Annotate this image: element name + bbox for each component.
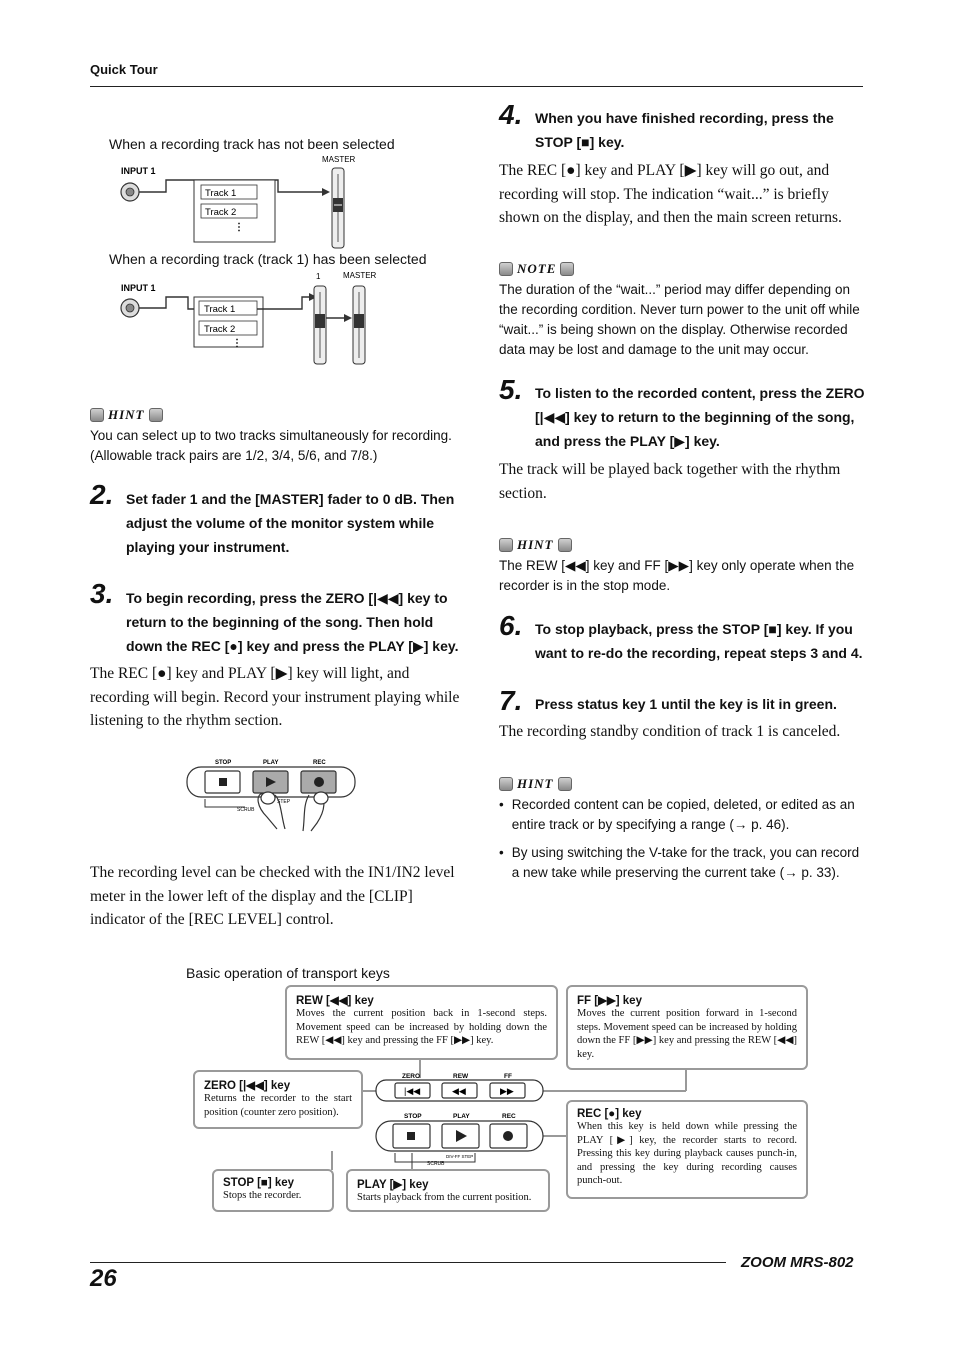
ff-callout: FF [▶▶] key Moves the current position forward in 1-second steps. Movement speed can be increased by holding down the FF [▶▶] key and pressing the REW [◀◀] key. bbox=[566, 985, 808, 1070]
master-label: MASTER bbox=[322, 155, 356, 164]
svg-text:REW: REW bbox=[453, 1073, 469, 1080]
step-number: 5. bbox=[499, 374, 523, 405]
step-number: 2. bbox=[90, 479, 114, 510]
play-callout: PLAY [▶] key Starts playback from the current position. bbox=[346, 1169, 550, 1212]
list-item: • Recorded content can be copied, deleted, or edited as an entire track or by specifying a range (→ p. 46). bbox=[499, 797, 855, 832]
fader1-label: 1 bbox=[316, 272, 321, 281]
step-text: Press status key 1 until the key is lit in green. bbox=[535, 696, 837, 712]
step-number: 3. bbox=[90, 578, 114, 609]
step-number: 7. bbox=[499, 685, 523, 716]
svg-text:▶▶: ▶▶ bbox=[500, 1086, 514, 1096]
svg-text:⋮: ⋮ bbox=[234, 222, 244, 233]
step-text: Set fader 1 and the [MASTER] fader to 0 dB. Then adjust the volume of the monitor system while playing your instrument. bbox=[126, 491, 455, 555]
transport-caption: Basic operation of transport keys bbox=[186, 965, 390, 981]
step-body: The recording standby condition of track 1 is canceled. bbox=[499, 723, 841, 740]
svg-text:DIV-FF STEP: DIV-FF STEP bbox=[446, 1154, 474, 1159]
svg-text:SCRUB: SCRUB bbox=[427, 1161, 445, 1167]
rec-callout: REC [●] key When this key is held down while pressing the PLAY [▶] key, the recorder starts to record. Pressing this key during playback causes punch-in, and pressing the key during recording causes punch-out. bbox=[566, 1100, 808, 1199]
step-body: The track will be played back together with the rhythm section. bbox=[499, 461, 841, 502]
svg-text:Track 1: Track 1 bbox=[205, 188, 237, 199]
svg-text:PLAY: PLAY bbox=[453, 1113, 470, 1120]
svg-text:PLAY: PLAY bbox=[263, 760, 279, 766]
diagram-caption-unselected: When a recording track has not been selected bbox=[109, 136, 395, 152]
hint-text: You can select up to two tracks simultaneously for recording. (Allowable track pairs are 1/2, 3/4, 5/6, and 7/8.) bbox=[90, 428, 452, 463]
step-text: When you have finished recording, press the STOP [■] key. bbox=[535, 110, 834, 150]
svg-text:FF: FF bbox=[504, 1073, 512, 1080]
svg-text:REC: REC bbox=[313, 760, 326, 766]
svg-text:⋮: ⋮ bbox=[232, 338, 242, 349]
step-number: 4. bbox=[499, 99, 523, 130]
step-text: To stop playback, press the STOP [■] key. If you want to re-do the recording, repeat steps 3 and 4. bbox=[535, 621, 863, 661]
step-body: The REC [●] key and PLAY [▶] key will go out, and recording will stop. The indication “wait...” is briefly shown on the display, and then the main screen returns. bbox=[499, 162, 842, 226]
svg-text:STOP: STOP bbox=[215, 760, 232, 766]
hint-badge: HINT bbox=[499, 537, 572, 553]
zero-callout: ZERO [|◀◀] key Returns the recorder to the start position (counter zero position). bbox=[193, 1070, 363, 1129]
note-text: The duration of the “wait...” period may differ depending on the recording cordition. Never turn power to the unit off while “wait...” is being shown on the display. Otherwise recorded data may be lost and damage to the unit may occur. bbox=[499, 282, 860, 357]
diagram-caption-selected: When a recording track (track 1) has been selected bbox=[109, 251, 427, 267]
svg-text:STEP: STEP bbox=[277, 799, 291, 805]
svg-text:MASTER: MASTER bbox=[343, 271, 377, 280]
step-number: 6. bbox=[499, 610, 523, 641]
svg-text:STOP: STOP bbox=[404, 1113, 422, 1120]
svg-text:Track 2: Track 2 bbox=[205, 207, 237, 218]
hint-text: The REW [◀◀] key and FF [▶▶] key only operate when the recorder is in the stop mode. bbox=[499, 558, 855, 593]
svg-text:SCRUB: SCRUB bbox=[237, 807, 255, 813]
svg-text:ZERO: ZERO bbox=[402, 1073, 421, 1080]
hint-badge: HINT bbox=[499, 776, 572, 792]
level-text: The recording level can be checked with the IN1/IN2 level meter in the lower left of the display and the [CLIP] indicator of the [REC LEVEL] control. bbox=[90, 864, 455, 928]
section-header: Quick Tour bbox=[90, 62, 158, 77]
hint-badge: HINT bbox=[90, 407, 163, 423]
svg-text:Track 1: Track 1 bbox=[204, 304, 236, 315]
list-item: • By using switching the V-take for the track, you can record a new take while preserving the current take (→ p. 33). bbox=[499, 845, 860, 880]
svg-text:Track 2: Track 2 bbox=[204, 324, 236, 335]
step-text: To begin recording, press the ZERO [|◀◀] key to return to the beginning of the song. Then hold down the REC [●] key and press the PLAY [▶] key. bbox=[126, 590, 459, 654]
footer-rule bbox=[90, 1262, 726, 1263]
stop-callout: STOP [■] key Stops the recorder. bbox=[212, 1169, 334, 1212]
input1-label: INPUT 1 bbox=[121, 166, 156, 176]
step-body: The REC [●] key and PLAY [▶] key will light, and recording will begin. Record your instrument playing while listening to the rhythm section. bbox=[90, 665, 460, 729]
svg-text:REC: REC bbox=[502, 1113, 516, 1120]
rew-callout: REW [◀◀] key Moves the current position back in 1-second steps. Movement speed can be increased by holding down the REW [◀◀] key and pressing the FF [▶▶] key. bbox=[285, 985, 558, 1060]
note-badge: NOTE bbox=[499, 261, 574, 277]
svg-text:INPUT 1: INPUT 1 bbox=[121, 283, 156, 293]
model-name: ZOOM MRS-802 bbox=[741, 1254, 854, 1271]
page-number: 26 bbox=[90, 1265, 117, 1292]
svg-text:◀◀: ◀◀ bbox=[452, 1086, 466, 1096]
step-text: To listen to the recorded content, press the ZERO [|◀◀] key to return to the beginning of the song, and press the PLAY [▶] key. bbox=[535, 385, 865, 449]
svg-text:|◀◀: |◀◀ bbox=[404, 1086, 421, 1096]
